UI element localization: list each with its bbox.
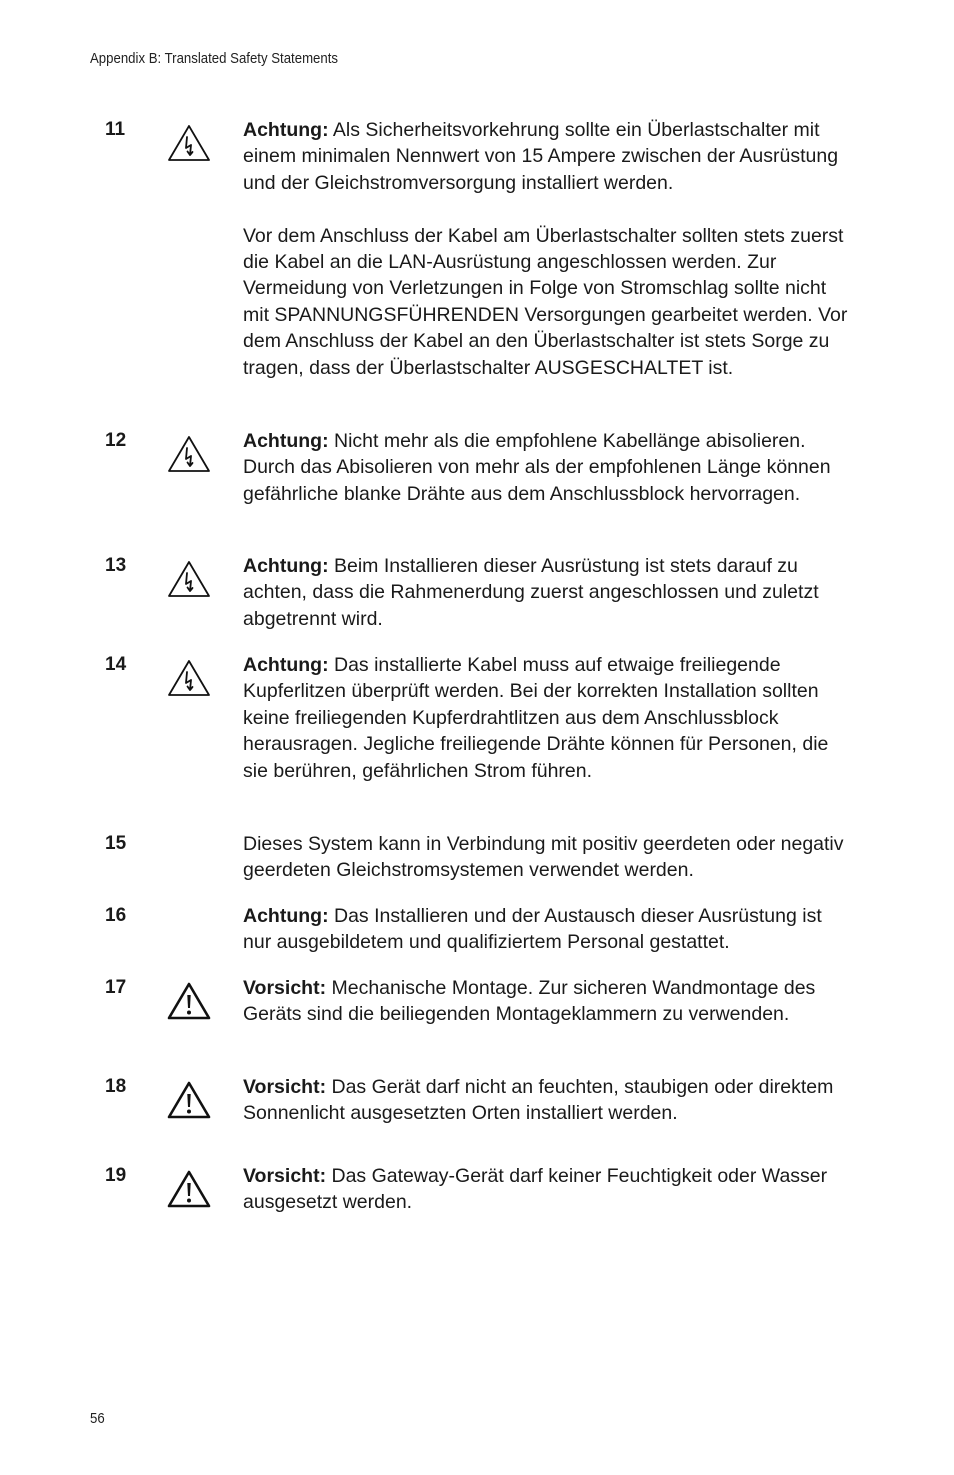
statement-number: 16 [105,905,127,926]
statement-body: Vor dem Anschluss der Kabel am Überlastschalter sollten stets zuerst die Kabel an die LAN-Ausrüstung angeschlossen werden. Zur Vermeidung von Verletzungen in Folge von Stromschlag sollte nicht mit SPANNUNGSFÜHRENDEN Versorgungen gearbeitet werden. Vor dem Anschluss der Kabel an den Überlastschalter ist stets Sorge zu tragen, dass der Überlastschalter AUSGESCHALTET ist. [243,224,848,379]
statement-text [243,652,855,784]
statement-lead: Vorsicht: [243,977,327,999]
statement-text [243,553,855,632]
caution-icon [166,1169,212,1209]
statement-paragraph [243,223,855,381]
page-number: 56 [90,1410,105,1427]
statement-text [243,1163,855,1216]
running-header: Appendix B: Translated Safety Statements [90,50,339,67]
statement-lead: Achtung: [243,654,329,676]
statement-lead: Achtung: [243,430,329,452]
statement-paragraph [243,1074,855,1127]
statement-body: Nicht mehr als die empfohlene Kabellänge abisolieren. Durch das Abisolieren von mehr als der empfohlenen Länge können gefährliche blanke Drähte aus dem Anschlussblock hervorragen. [243,430,831,505]
statement-text [243,117,855,381]
statement-body: Mechanische Montage. Zur sicheren Wandmontage des Geräts sind die beiliegenden Montageklammern zu verwenden. [243,977,816,1026]
statement-body: Beim Installieren dieser Ausrüstung ist stets darauf zu achten, dass die Rahmenerdung zuerst angeschlossen und zuletzt abgetrennt wird. [243,555,819,630]
statement-paragraph [243,831,855,884]
statement-number: 17 [105,977,127,998]
statement-number: 14 [105,654,127,675]
statement-body: Das Gateway-Gerät darf keiner Feuchtigkeit oder Wasser ausgesetzt werden. [243,1165,828,1214]
statement-text [243,975,855,1028]
electrical-hazard-icon [166,123,212,163]
statement-number: 11 [105,119,126,140]
statement-body: Das Installieren und der Austausch dieser Ausrüstung ist nur ausgebildetem und qualifiziertem Personal gestattet. [243,905,822,954]
statement-number: 13 [105,555,127,576]
statement-text [243,903,855,956]
statement-paragraph [243,652,855,784]
statement-paragraph [243,975,855,1028]
statement-number: 15 [105,833,127,854]
statement-paragraph [243,903,855,956]
statement-number: 18 [105,1076,127,1097]
statement-text [243,1074,855,1127]
statement-paragraph [243,1163,855,1216]
statement-lead: Vorsicht: [243,1076,327,1098]
statement-lead: Achtung: [243,905,329,927]
statement-paragraph [243,553,855,632]
statement-lead: Achtung: [243,119,329,141]
statement-body: Als Sicherheitsvorkehrung sollte ein Überlastschalter mit einem minimalen Nennwert von 15 Ampere zwischen der Ausrüstung und der Gleichstromversorgung installiert werden. [243,119,839,194]
statement-body: Das installierte Kabel muss auf etwaige freiliegende Kupferlitzen überprüft werden. Bei der korrekten Installation sollten keine freiliegenden Kupferdrahtlitzen aus dem Anschlussblock herausragen. Jegliche freiliegende Drähte können für Personen, die sie berühren, gefährlichen Strom führen. [243,654,829,782]
statement-body: Das Gerät darf nicht an feuchten, staubigen oder direktem Sonnenlicht ausgesetzten Orten installiert werden. [243,1076,834,1125]
electrical-hazard-icon [166,559,212,599]
statement-number: 19 [105,1165,127,1186]
electrical-hazard-icon [166,434,212,474]
statement-lead: Achtung: [243,555,329,577]
caution-icon [166,981,212,1021]
statement-lead: Vorsicht: [243,1165,327,1187]
statement-body: Dieses System kann in Verbindung mit positiv geerdeten oder negativ geerdeten Gleichstromsystemen verwendet werden. [243,833,844,882]
electrical-hazard-icon [166,658,212,698]
statement-text [243,831,855,884]
statement-text [243,428,855,507]
statement-paragraph [243,428,855,507]
statement-paragraph [243,117,855,196]
caution-icon [166,1080,212,1120]
statement-number: 12 [105,430,127,451]
